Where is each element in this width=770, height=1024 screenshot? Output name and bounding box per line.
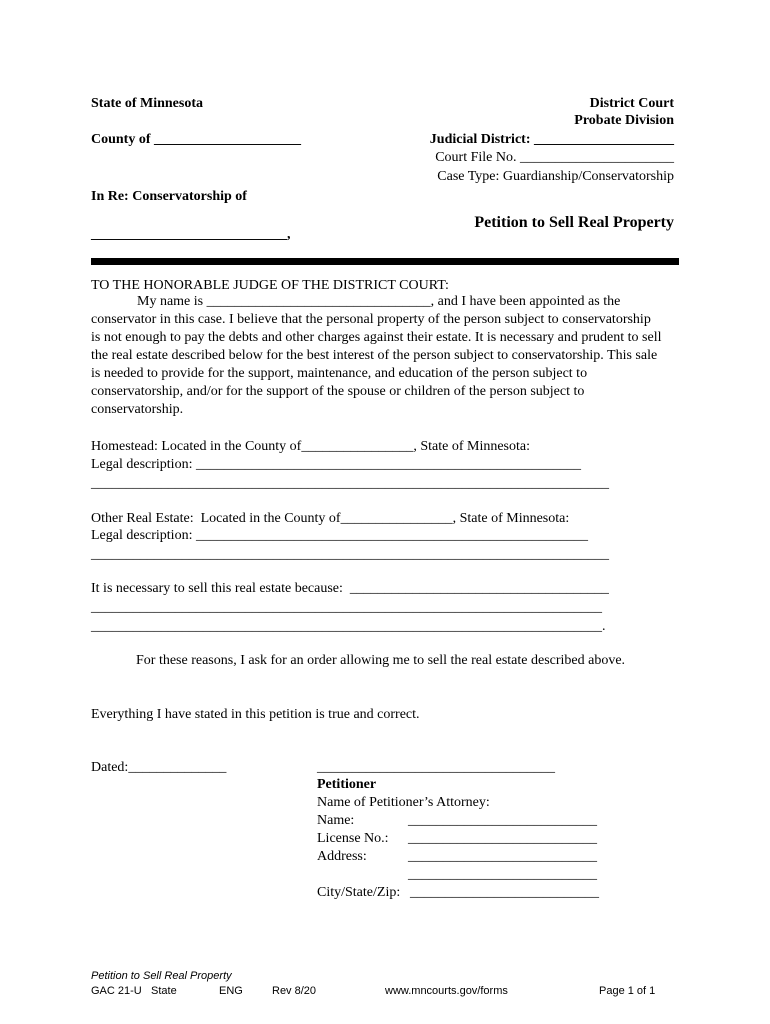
- dated-field: Dated:______________: [91, 760, 227, 775]
- homestead-county-line: Homestead: Located in the County of________________, State of Minnesota:: [91, 439, 530, 454]
- homestead-legal-line: __________________________________________________________________________: [91, 476, 609, 491]
- petition-paragraph-text: My name is ________________________________, and I have been appointed as the conservator in this case. I believe that the personal property of the person subject to conservatorship is not enough to pay the debts and other charges against their estate. It is necessary and prudent to sell the real estate described below for the best interest of the person subject to conservatorship. This sale is needed to provide for the support, maintenance, and education of the person subject to conservatorship, and/or for the support of the spouse or children of the person subject to conservatorship.: [91, 294, 662, 417]
- form-title: Petition to Sell Real Property: [474, 214, 674, 231]
- petition-paragraph: [91, 293, 663, 419]
- footer-state: State: [151, 985, 177, 997]
- judicial-district-field: Judicial District: ____________________: [429, 132, 674, 147]
- address-line-2: ___________________________: [408, 867, 597, 882]
- license-label: License No.:: [317, 831, 389, 846]
- attorney-label: Name of Petitioner’s Attorney:: [317, 795, 490, 810]
- division-label: Probate Division: [574, 113, 674, 128]
- in-re-label: In Re: Conservatorship of: [91, 189, 247, 204]
- city-state-zip-line: ___________________________: [410, 885, 599, 900]
- request-statement: For these reasons, I ask for an order allowing me to sell the real estate described above.: [136, 653, 626, 668]
- footer-url[interactable]: www.mncourts.gov/forms: [385, 985, 508, 997]
- address-label: Address:: [317, 849, 367, 864]
- salutation: TO THE HONORABLE JUDGE OF THE DISTRICT COURT:: [91, 278, 449, 293]
- footer-language: ENG: [219, 985, 243, 997]
- court-file-field: Court File No. ______________________: [435, 150, 674, 165]
- signature-line: __________________________________: [317, 760, 555, 775]
- other-real-estate-line: Other Real Estate: Located in the County of________________, State of Minnesota:: [91, 511, 570, 526]
- header-divider: [91, 258, 679, 265]
- county-field: County of _____________________: [91, 132, 302, 147]
- footer-form-id: GAC 21-U: [91, 985, 142, 997]
- court-label: District Court: [589, 96, 674, 111]
- footer-form-title: Petition to Sell Real Property: [91, 970, 232, 982]
- reason-line-3: _________________________________________________________________________.: [91, 619, 606, 634]
- other-legal-line: __________________________________________________________________________: [91, 547, 609, 562]
- other-legal-description: Legal description: ________________________________________________________: [91, 528, 588, 543]
- petitioner-label: Petitioner: [317, 777, 377, 792]
- homestead-legal-description: Legal description: _______________________________________________________: [91, 457, 581, 472]
- footer-page-number: Page 1 of 1: [599, 985, 656, 997]
- case-type-label: Case Type: Guardianship/Conservatorship: [437, 169, 674, 184]
- city-state-zip-label: City/State/Zip:: [317, 885, 401, 900]
- address-line: ___________________________: [408, 849, 597, 864]
- license-line: ___________________________: [408, 831, 597, 846]
- attorney-name-line: ___________________________: [408, 813, 597, 828]
- attestation: Everything I have stated in this petition is true and correct.: [91, 707, 420, 722]
- reason-line-2: _________________________________________________________________________: [91, 600, 602, 615]
- state-label: State of Minnesota: [91, 96, 203, 111]
- conservatee-name-line: ____________________________,: [91, 227, 291, 242]
- attorney-name-label: Name:: [317, 813, 355, 828]
- reason-line: It is necessary to sell this real estate because: _____________________________________: [91, 581, 609, 596]
- footer-revision: Rev 8/20: [272, 985, 317, 997]
